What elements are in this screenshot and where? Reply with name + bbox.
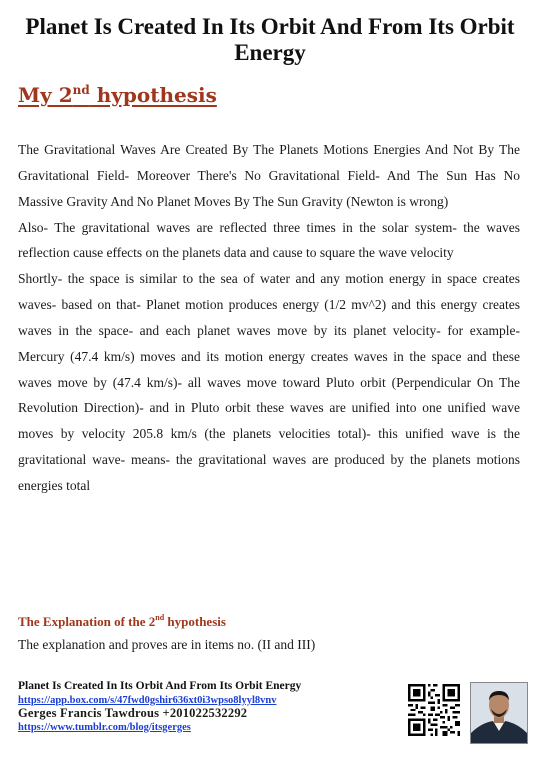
explanation-text: The explanation and proves are in items no. (II and III) [18,637,316,652]
explanation-heading-sup: nd [155,613,165,622]
page-title: Planet Is Created In Its Orbit And From Its Orbit Energy [25,14,515,65]
box-link[interactable]: https://app.box.com/s/47fwd0gshir636xt0i3wpso8lyyl8vnv [18,694,277,706]
explanation-heading-prefix: The Explanation of the 2 [18,614,156,629]
explanation-heading-suffix: hypothesis [164,614,226,629]
hypothesis-heading-prefix: My 2 [18,83,73,107]
hypothesis-heading [18,82,217,108]
author-line: Gerges Francis Tawdrous +201022532292 [18,706,248,720]
body-text [18,137,520,499]
paragraph-3: Shortly- the space is similar to the sea of water and any motion energy in space creates waves- based on that- Planet motion produces energy (1/2 mv^2) and this energy creates waves in the space- and each planet waves move by its planet velocity- for example- Mercury (47.4 km/s) moves and its motion energy creates waves in the space and these waves move by (47.4 km/s)- all waves move toward Pluto orbit (Perpendicular On The Revolution Direction)- and in Pluto orbit these waves are unified into one unified wave moves by velocity 205.8 km/s (the planets velocities total)- this unified wave is the gravitational wave- means- the gravitational waves are produced by the planets motions energies total [18,271,520,493]
author-photo [470,682,528,744]
tumblr-link[interactable]: https://www.tumblr.com/blog/itsgerges [18,721,191,733]
hypothesis-heading-suffix: hypothesis [89,83,217,107]
paragraph-1: The Gravitational Waves Are Created By The Planets Motions Energies And Not By The Gravitational Field- Moreover There's No Gravitational Field- And The Sun Has No Massive Gravity And No Planet Moves By The Sun Gravity (Newton is wrong) [18,142,520,209]
footer-title: Planet Is Created In Its Orbit And From Its Orbit Energy [18,680,302,692]
hypothesis-heading-sup: nd [72,83,90,97]
qr-code-icon [408,684,460,736]
footer [18,680,398,734]
explanation-heading [18,613,226,631]
paragraph-2: Also- The gravitational waves are reflected three times in the solar system- the waves reflection cause effects on the planets data and cause to square the wave velocity [18,219,520,261]
